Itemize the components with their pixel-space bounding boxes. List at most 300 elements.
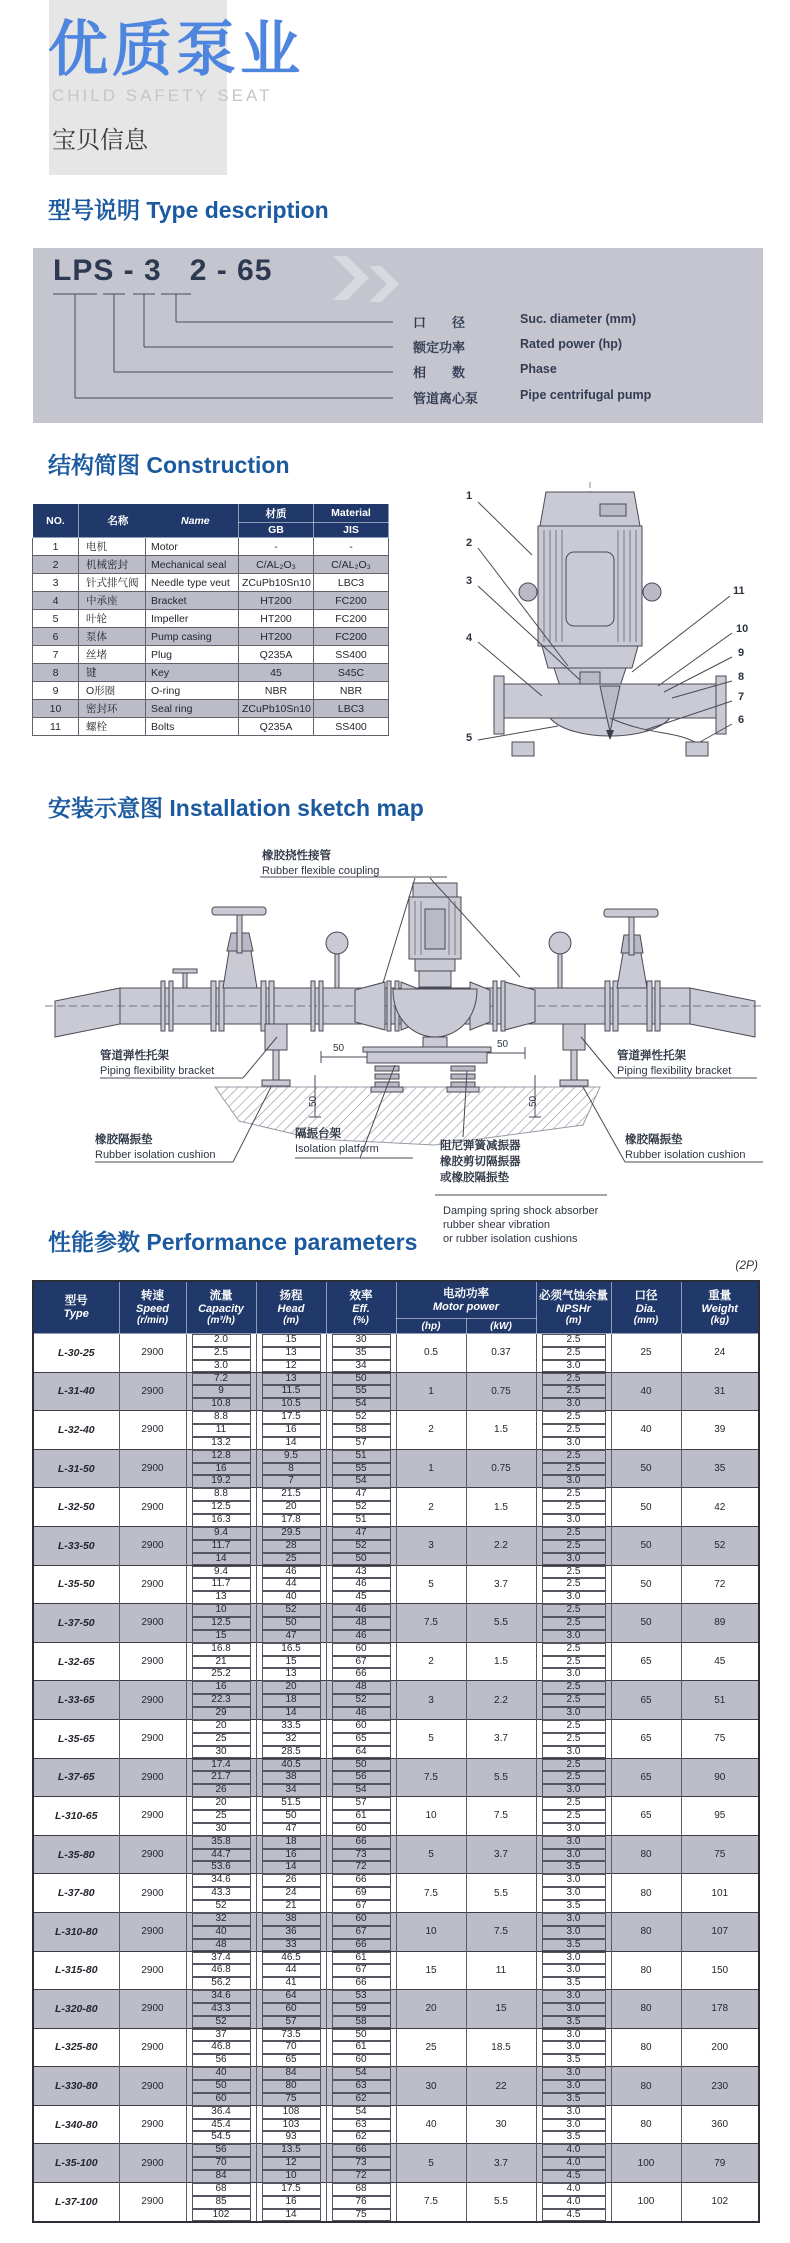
- performance-cell-hp: 1: [396, 1449, 466, 1488]
- performance-cell-capacity: [186, 1449, 256, 1488]
- callout-1: 1: [466, 490, 473, 502]
- col-name: [79, 504, 239, 538]
- sub-value: 17.5: [262, 1411, 321, 1424]
- construction-cell-no: 4: [33, 592, 79, 610]
- sub-value: 15: [192, 1630, 251, 1643]
- sub-value: 3.0: [542, 2041, 606, 2054]
- construction-cell-en: Motor: [146, 538, 239, 556]
- performance-cell-hp: 0.5: [396, 1334, 466, 1373]
- construction-cell-zh: 螺栓: [79, 718, 146, 736]
- construction-cell-zh: 泵体: [79, 628, 146, 646]
- sub-value: 70: [262, 2041, 321, 2054]
- performance-cell-head: [256, 2028, 326, 2067]
- col-weight: 重量 Weight (kg): [681, 1281, 759, 1334]
- sub-value: 46: [332, 1578, 391, 1591]
- performance-cell-speed: 2900: [119, 2183, 186, 2222]
- sub-value: 3.5: [542, 1900, 606, 1913]
- sub-value: 10.8: [192, 1398, 251, 1411]
- performance-cell-speed: 2900: [119, 2067, 186, 2106]
- performance-cell-capacity: [186, 1642, 256, 1681]
- value-stack: [257, 2183, 326, 2221]
- sub-value: 12.5: [192, 1617, 251, 1630]
- sub-value: 3.0: [542, 2106, 606, 2119]
- value-stack: [257, 1566, 326, 1604]
- performance-cell-capacity: [186, 1719, 256, 1758]
- performance-cell-dia: 80: [611, 1874, 681, 1913]
- construction-row: [33, 610, 389, 628]
- construction-cell-zh: 键: [79, 664, 146, 682]
- sub-value: 34: [262, 1784, 321, 1797]
- value-stack: [187, 1411, 256, 1449]
- performance-cell-hp: 3: [396, 1681, 466, 1720]
- sub-value: 2.5: [542, 1501, 606, 1514]
- performance-cell-weight: 360: [681, 2105, 759, 2144]
- construction-row: [33, 700, 389, 718]
- sub-value: 2.5: [542, 1450, 606, 1463]
- sub-value: 84: [262, 2067, 321, 2080]
- performance-cell-npshr: [536, 1912, 611, 1951]
- value-stack: [537, 2144, 611, 2182]
- construction-cell-en: Plug: [146, 646, 239, 664]
- value-stack: [187, 1797, 256, 1835]
- value-stack: [327, 2144, 396, 2182]
- cushion-left-zh: 橡胶隔振垫: [95, 1134, 153, 1146]
- sub-value: 3.0: [542, 1849, 606, 1862]
- value-stack: [187, 2067, 256, 2105]
- performance-cell-npshr: [536, 2028, 611, 2067]
- sub-value: 46.5: [262, 1952, 321, 1965]
- sub-value: 3.0: [542, 1964, 606, 1977]
- performance-cell-hp: 7.5: [396, 1604, 466, 1643]
- value-stack: [187, 1334, 256, 1372]
- performance-cell-hp: 15: [396, 1951, 466, 1990]
- performance-cell-speed: 2900: [119, 1372, 186, 1411]
- performance-row: [33, 2105, 759, 2144]
- label-cushion-right: [625, 1131, 745, 1161]
- sub-value: 10: [262, 2170, 321, 2183]
- sub-value: 13.2: [192, 1437, 251, 1450]
- brand-subtitle: CHILD SAFETY SEAT: [52, 86, 273, 105]
- performance-cell-npshr: [536, 1835, 611, 1874]
- performance-cell-eff: [326, 1758, 396, 1797]
- col-type: 型号 Type: [33, 1281, 119, 1334]
- platform-zh: 隔振台架: [295, 1128, 341, 1140]
- sub-value: 50: [332, 2029, 391, 2042]
- sub-value: 14: [262, 1707, 321, 1720]
- performance-cell-eff: [326, 2105, 396, 2144]
- bracket-right-en: Piping flexibility bracket: [617, 1065, 732, 1077]
- label-rated-power-en: Rated power (hp): [520, 337, 623, 351]
- sub-value: 3.0: [542, 1887, 606, 1900]
- construction-cell-zh: 电机: [79, 538, 146, 556]
- sub-value: 65: [332, 1733, 391, 1746]
- sub-value: 2.5: [542, 1810, 606, 1823]
- value-stack: [187, 2144, 256, 2182]
- sub-value: 2.5: [542, 1617, 606, 1630]
- sub-value: 12: [262, 2157, 321, 2170]
- label-rubber-flexible-coupling: [262, 847, 379, 877]
- performance-cell-capacity: [186, 1912, 256, 1951]
- performance-cell-head: [256, 1990, 326, 2029]
- sub-value: 8: [262, 1463, 321, 1476]
- performance-cell-dia: 50: [611, 1526, 681, 1565]
- performance-cell-eff: [326, 1449, 396, 1488]
- performance-cell-head: [256, 1565, 326, 1604]
- performance-cell-weight: 31: [681, 1372, 759, 1411]
- sub-value: 4.5: [542, 2170, 606, 2183]
- performance-cell-model: L-330-80: [33, 2067, 119, 2106]
- performance-cell-npshr: [536, 1334, 611, 1373]
- sub-value: 2.5: [542, 1797, 606, 1810]
- sub-value: 68: [192, 2183, 251, 2196]
- sub-value: 47: [332, 1527, 391, 1540]
- sub-value: 67: [332, 1964, 391, 1977]
- sub-value: 56: [192, 2054, 251, 2067]
- value-stack: [537, 2106, 611, 2144]
- damper-en-1: Damping spring shock absorber: [443, 1205, 599, 1217]
- performance-cell-head: [256, 1874, 326, 1913]
- construction-cell-en: Bolts: [146, 718, 239, 736]
- sub-value: 30: [192, 1823, 251, 1836]
- construction-row: [33, 718, 389, 736]
- sub-value: 14: [262, 1437, 321, 1450]
- sub-value: 33: [262, 1939, 321, 1952]
- performance-cell-npshr: [536, 1526, 611, 1565]
- sub-value: 56: [192, 2144, 251, 2157]
- value-stack: [537, 1836, 611, 1874]
- value-stack: [257, 1527, 326, 1565]
- construction-cell-jis: SS400: [314, 646, 389, 664]
- label-damper-zh: [440, 1137, 521, 1185]
- construction-row: [33, 592, 389, 610]
- performance-cell-npshr: [536, 1990, 611, 2029]
- sub-value: 54: [332, 2106, 391, 2119]
- sub-value: 68: [332, 2183, 391, 2196]
- sub-value: 3.0: [542, 1784, 606, 1797]
- performance-cell-model: L-35-65: [33, 1719, 119, 1758]
- performance-cell-kw: 30: [466, 2105, 536, 2144]
- performance-cell-model: L-37-50: [33, 1604, 119, 1643]
- sub-value: 11.7: [192, 1540, 251, 1553]
- damper-en-3: or rubber isolation cushions: [443, 1233, 578, 1245]
- sub-value: 18: [262, 1694, 321, 1707]
- performance-cell-weight: 72: [681, 1565, 759, 1604]
- sub-value: 57: [332, 1437, 391, 1450]
- label-suction-diameter-zh: 口 径: [413, 315, 466, 330]
- performance-cell-eff: [326, 2067, 396, 2106]
- performance-cell-head: [256, 1604, 326, 1643]
- performance-cell-capacity: [186, 1372, 256, 1411]
- col-material-en: Material: [314, 504, 389, 523]
- sub-value: 60: [262, 2003, 321, 2016]
- sub-value: 59: [332, 2003, 391, 2016]
- performance-cell-kw: 3.7: [466, 2144, 536, 2183]
- performance-cell-speed: 2900: [119, 1874, 186, 1913]
- performance-cell-head: [256, 1488, 326, 1527]
- value-stack: [257, 1681, 326, 1719]
- performance-row: [33, 1604, 759, 1643]
- performance-cell-speed: 2900: [119, 1990, 186, 2029]
- sub-value: 70: [192, 2157, 251, 2170]
- construction-cell-no: 2: [33, 556, 79, 574]
- construction-cell-en: Pump casing: [146, 628, 239, 646]
- value-stack: [187, 2029, 256, 2067]
- sub-value: 40: [192, 2067, 251, 2080]
- sub-value: 29.5: [262, 1527, 321, 1540]
- value-stack: [537, 1488, 611, 1526]
- sub-value: 2.5: [542, 1540, 606, 1553]
- pump-diagram: [450, 480, 770, 775]
- sub-value: 54: [332, 1398, 391, 1411]
- sub-value: 43: [332, 1566, 391, 1579]
- sub-value: 63: [332, 2080, 391, 2093]
- value-stack: [327, 1527, 396, 1565]
- value-stack: [537, 2183, 611, 2221]
- value-stack: [257, 2067, 326, 2105]
- value-stack: [327, 1913, 396, 1951]
- value-stack: [327, 1797, 396, 1835]
- performance-row: [33, 1449, 759, 1488]
- performance-cell-weight: 39: [681, 1411, 759, 1450]
- performance-cell-capacity: [186, 1526, 256, 1565]
- col-hp: (hp): [396, 1319, 466, 1334]
- performance-cell-weight: 150: [681, 1951, 759, 1990]
- construction-heading: 结构简图 Construction: [48, 452, 290, 478]
- value-stack: [257, 1720, 326, 1758]
- sub-value: 8.8: [192, 1488, 251, 1501]
- performance-table-header: [33, 1281, 759, 1334]
- construction-cell-en: Key: [146, 664, 239, 682]
- construction-cell-gb: HT200: [239, 592, 314, 610]
- value-stack: [537, 1566, 611, 1604]
- performance-cell-head: [256, 1334, 326, 1373]
- sub-value: 15: [262, 1656, 321, 1669]
- performance-cell-eff: [326, 1719, 396, 1758]
- sub-value: 43.3: [192, 1887, 251, 1900]
- sub-value: 72: [332, 1861, 391, 1874]
- value-stack: [327, 1836, 396, 1874]
- sub-value: 16.5: [262, 1643, 321, 1656]
- value-stack: [187, 1759, 256, 1797]
- sub-value: 7: [262, 1475, 321, 1488]
- construction-cell-zh: 中承座: [79, 592, 146, 610]
- value-stack: [257, 1797, 326, 1835]
- value-stack: [257, 1334, 326, 1372]
- bracket-left-zh: 管道弹性托架: [100, 1050, 169, 1062]
- performance-cell-hp: 10: [396, 1912, 466, 1951]
- performance-cell-model: L-32-50: [33, 1488, 119, 1527]
- sub-value: 3.5: [542, 1861, 606, 1874]
- damper-zh-1: 阻尼弹簧减振器: [440, 1140, 521, 1152]
- label-isolation-platform: [295, 1125, 379, 1155]
- construction-cell-en: Seal ring: [146, 700, 239, 718]
- coupling-zh: 橡胶挠性接管: [262, 850, 331, 862]
- sub-value: 30: [332, 1334, 391, 1347]
- performance-cell-capacity: [186, 1990, 256, 2029]
- performance-cell-dia: 80: [611, 1835, 681, 1874]
- performance-cell-hp: 2: [396, 1642, 466, 1681]
- performance-cell-speed: 2900: [119, 1719, 186, 1758]
- sub-value: 36.4: [192, 2106, 251, 2119]
- performance-cell-eff: [326, 1835, 396, 1874]
- col-name-en: Name: [181, 514, 210, 527]
- sub-value: 66: [332, 1668, 391, 1681]
- performance-cell-weight: 95: [681, 1797, 759, 1836]
- sub-value: 3.0: [542, 1591, 606, 1604]
- sub-value: 43.3: [192, 2003, 251, 2016]
- sub-value: 9.4: [192, 1566, 251, 1579]
- performance-cell-model: L-35-50: [33, 1565, 119, 1604]
- performance-cell-eff: [326, 1334, 396, 1373]
- performance-cell-weight: 200: [681, 2028, 759, 2067]
- construction-cell-en: Bracket: [146, 592, 239, 610]
- sub-value: 47: [262, 1823, 321, 1836]
- performance-row: [33, 1681, 759, 1720]
- sub-value: 3.0: [542, 1437, 606, 1450]
- sub-value: 3.0: [542, 1926, 606, 1939]
- value-stack: [327, 1334, 396, 1372]
- sub-value: 32: [262, 1733, 321, 1746]
- performance-cell-dia: 50: [611, 1604, 681, 1643]
- sub-value: 2.5: [542, 1694, 606, 1707]
- sub-value: 2.5: [542, 1733, 606, 1746]
- performance-cell-hp: 5: [396, 1565, 466, 1604]
- value-stack: [257, 1836, 326, 1874]
- performance-cell-hp: 5: [396, 1719, 466, 1758]
- performance-row: [33, 1990, 759, 2029]
- performance-cell-dia: 80: [611, 1990, 681, 2029]
- sub-value: 30: [192, 1746, 251, 1759]
- value-stack: [257, 1874, 326, 1912]
- sub-value: 85: [192, 2196, 251, 2209]
- performance-cell-weight: 79: [681, 2144, 759, 2183]
- callout-3: 3: [466, 575, 473, 587]
- construction-cell-en: Mechanical seal: [146, 556, 239, 574]
- sub-value: 64: [262, 1990, 321, 2003]
- value-stack: [187, 1450, 256, 1488]
- performance-cell-dia: 80: [611, 2067, 681, 2106]
- performance-cell-speed: 2900: [119, 1681, 186, 1720]
- sub-value: 10.5: [262, 1398, 321, 1411]
- construction-table-header: [33, 504, 389, 538]
- sub-value: 3.5: [542, 2131, 606, 2144]
- sub-value: 37: [192, 2029, 251, 2042]
- performance-cell-eff: [326, 1604, 396, 1643]
- performance-cell-kw: 1.5: [466, 1411, 536, 1450]
- construction-cell-zh: 机械密封: [79, 556, 146, 574]
- sub-value: 44: [262, 1964, 321, 1977]
- sub-value: 35: [332, 1347, 391, 1360]
- sub-value: 34.6: [192, 1990, 251, 2003]
- sub-value: 50: [332, 1373, 391, 1386]
- sub-value: 16: [262, 2196, 321, 2209]
- sub-value: 54.5: [192, 2131, 251, 2144]
- sub-value: 73.5: [262, 2029, 321, 2042]
- performance-cell-weight: 178: [681, 1990, 759, 2029]
- performance-cell-model: L-33-50: [33, 1526, 119, 1565]
- sub-value: 66: [332, 1939, 391, 1952]
- performance-cell-eff: [326, 1951, 396, 1990]
- performance-cell-head: [256, 1951, 326, 1990]
- performance-cell-dia: 50: [611, 1488, 681, 1527]
- value-stack: [327, 1759, 396, 1797]
- sub-value: 13: [262, 1668, 321, 1681]
- performance-cell-speed: 2900: [119, 1912, 186, 1951]
- sub-value: 55: [332, 1463, 391, 1476]
- col-npshr: 必须气蚀余量 NPSHr (m): [536, 1281, 611, 1334]
- value-stack: [327, 1874, 396, 1912]
- value-stack: [187, 1604, 256, 1642]
- callout-5: 5: [466, 732, 473, 744]
- sub-value: 60: [332, 1720, 391, 1733]
- performance-cell-capacity: [186, 1951, 256, 1990]
- performance-cell-head: [256, 1411, 326, 1450]
- sub-value: 47: [262, 1630, 321, 1643]
- value-stack: [257, 1450, 326, 1488]
- sub-value: 75: [332, 2209, 391, 2222]
- construction-cell-gb: ZCuPb10Sn10: [239, 700, 314, 718]
- sub-value: 50: [262, 1810, 321, 1823]
- performance-cell-kw: 2.2: [466, 1681, 536, 1720]
- performance-cell-weight: 42: [681, 1488, 759, 1527]
- sub-value: 4.0: [542, 2196, 606, 2209]
- sub-value: 67: [332, 1926, 391, 1939]
- performance-cell-dia: 65: [611, 1681, 681, 1720]
- sub-value: 13: [262, 1373, 321, 1386]
- construction-cell-no: 9: [33, 682, 79, 700]
- performance-cell-dia: 100: [611, 2144, 681, 2183]
- value-stack: [327, 1604, 396, 1642]
- col-material-zh: 材质: [239, 504, 314, 523]
- label-pump-type-en: Pipe centrifugal pump: [520, 388, 652, 402]
- construction-cell-gb: Q235A: [239, 646, 314, 664]
- col-capacity: 流量 Capacity (m³/h): [186, 1281, 256, 1334]
- performance-row: [33, 2028, 759, 2067]
- performance-cell-dia: 80: [611, 1912, 681, 1951]
- col-head: 扬程 Head (m): [256, 1281, 326, 1334]
- performance-cell-kw: 5.5: [466, 1604, 536, 1643]
- type-description-heading: 型号说明 Type description: [48, 197, 329, 223]
- value-stack: [187, 1681, 256, 1719]
- performance-cell-eff: [326, 1912, 396, 1951]
- performance-cell-weight: 24: [681, 1334, 759, 1373]
- performance-row: [33, 1565, 759, 1604]
- performance-cell-dia: 40: [611, 1372, 681, 1411]
- construction-row: [33, 556, 389, 574]
- sub-value: 48: [332, 1617, 391, 1630]
- construction-row: [33, 682, 389, 700]
- value-stack: [537, 1411, 611, 1449]
- construction-row: [33, 574, 389, 592]
- sub-value: 2.5: [542, 1373, 606, 1386]
- sub-value: 32: [192, 1913, 251, 1926]
- construction-row: [33, 628, 389, 646]
- construction-cell-zh: 密封环: [79, 700, 146, 718]
- performance-cell-npshr: [536, 1719, 611, 1758]
- sub-value: 40.5: [262, 1759, 321, 1772]
- performance-cell-dia: 80: [611, 1951, 681, 1990]
- value-stack: [257, 1373, 326, 1411]
- performance-cell-kw: 3.7: [466, 1565, 536, 1604]
- value-stack: [327, 1720, 396, 1758]
- sub-value: 50: [332, 1759, 391, 1772]
- sub-value: 55: [332, 1385, 391, 1398]
- performance-cell-npshr: [536, 2144, 611, 2183]
- sub-value: 2.5: [542, 1488, 606, 1501]
- sub-value: 19.2: [192, 1475, 251, 1488]
- value-stack: [537, 1604, 611, 1642]
- performance-cell-model: L-315-80: [33, 1951, 119, 1990]
